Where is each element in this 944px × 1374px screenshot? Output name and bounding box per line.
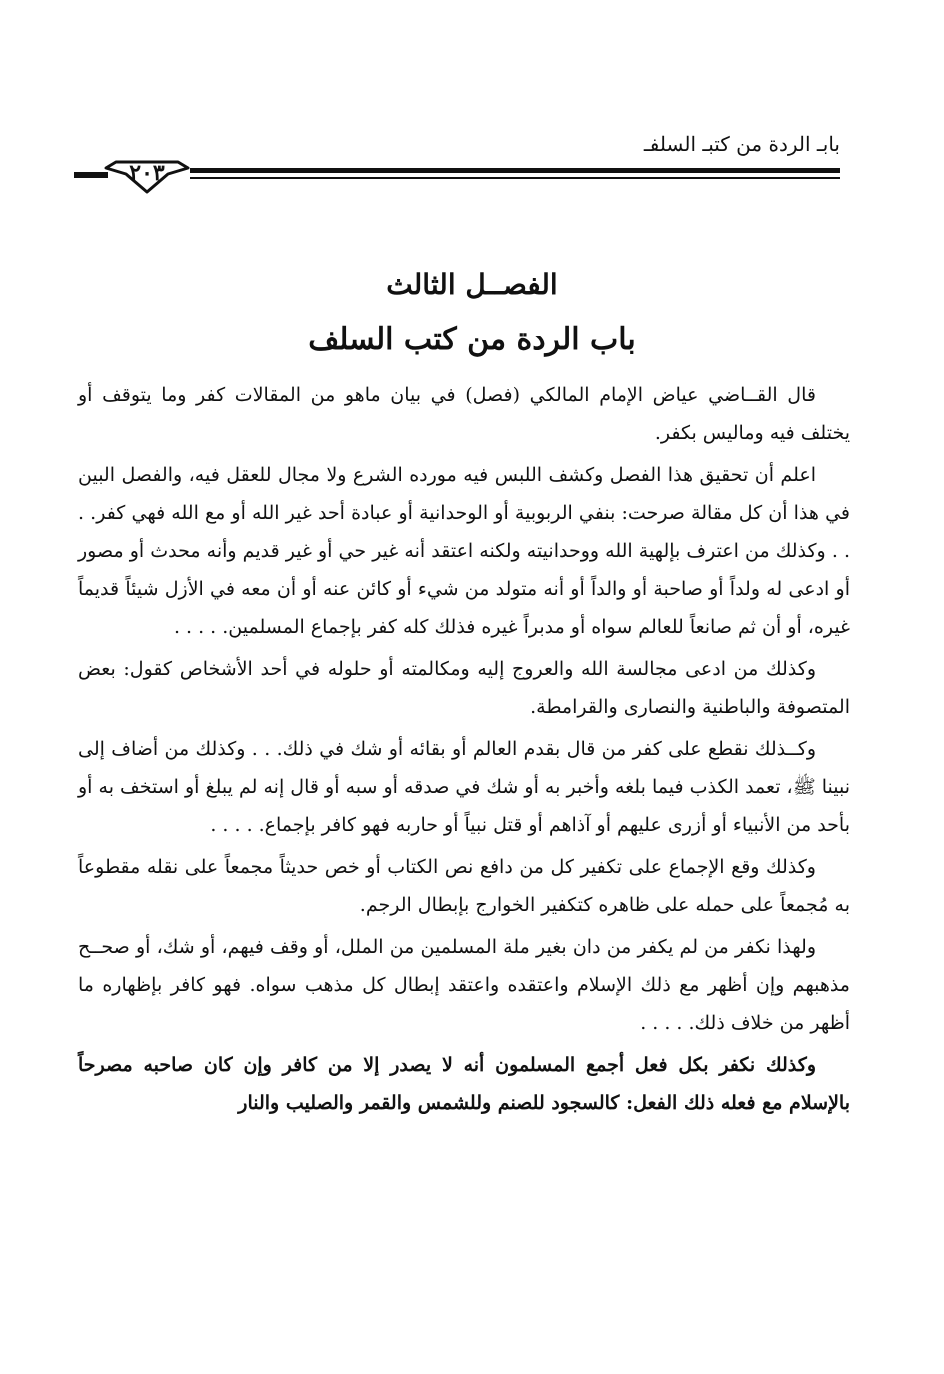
paragraph: قال القــاضي عياض الإمام المالكي (فصل) في بيان ماهو من المقالات كفر وما يتوقف أو يختلف فيه وماليس بكفر. (78, 384, 850, 444)
paragraph: ولهذا نكفر من لم يكفر من دان بغير ملة المسلمين من الملل، أو وقف فيهم، أو شك، أو صحــح مذهبهم وإن أظهر مع ذلك الإسلام واعتقده واعتقد إبطال كل مذهب سواه. فهو كافر بإظهاره ما أظهر من خلاف ذلك. . . . . (78, 936, 850, 1034)
header-rule-thick (190, 168, 840, 173)
page-number: ٢٠٣ (129, 160, 165, 186)
header-rule (190, 168, 840, 182)
header-rule-thin (190, 177, 840, 179)
paragraph: اعلم أن تحقيق هذا الفصل وكشف اللبس فيه مورده الشرع ولا مجال للعقل فيه، والفصل البين في هذا أن كل مقالة صرحت: بنفي الربوبية أو الوحدانية أو عبادة أحد غير الله أو مع الله فهي كفر. . . . وكذلك من اعترف بإلهية الله ووحدانيته ولكنه اعتقد أنه غير حي أو غير قديم وأنه محدث أو مصور أو ادعى له ولداً أو صاحبة أو والداً أو أنه متولد من شيء أو كائن عنه أو أن معه في الأزل شيئاً قديماً غيره، أو أن ثم صانعاً للعالم سواه أو مدبراً غيره فذلك كله كفر بإجماع المسلمين. . . . . (78, 464, 850, 638)
running-header: بابـ الردة من كتبـ السلفـ (643, 132, 840, 156)
chapter-heading: الفصــل الثالث (386, 268, 558, 301)
paragraph: وكذلك من ادعى مجالسة الله والعروج إليه ومكالمته أو حلوله في أحد الأشخاص كقول: بعض المتصوفة والباطنية والنصارى والقرامطة. (78, 658, 850, 718)
header-rule-left-segment (74, 172, 108, 178)
paragraph-bold: وكذلك نكفر بكل فعل أجمع المسلمون أنه لا يصدر إلا من كافر وإن كان صاحبه مصرحاً بالإسلام مع فعله ذلك الفعل: كالسجود للصنم وللشمس والقمر والصليب والنار (78, 1054, 850, 1114)
page-number-badge (104, 154, 190, 196)
chapter-title: باب الردة من كتب السلف (308, 322, 636, 357)
body-text (78, 376, 850, 1126)
paragraph: وكذلك وقع الإجماع على تكفير كل من دافع نص الكتاب أو خص حديثاً مجمعاً على نقله مقطوعاً به مُجمعاً على حمله على ظاهره كتكفير الخوارج بإبطال الرجم. (78, 856, 850, 916)
paragraph: وكــذلك نقطع على كفر من قال بقدم العالم أو بقائه أو شك في ذلك. . . وكذلك من أضاف إلى نبينا ﷺ، تعمد الكذب فيما بلغه وأخبر به أو شك في صدقه أو سبه أو قال إنه لم يبلغ أو استخف به أو بأحد من الأنبياء أو أزرى عليهم أو آذاهم أو قتل نبياً أو حاربه فهو كافر بإجماع. . . . . (78, 738, 850, 836)
